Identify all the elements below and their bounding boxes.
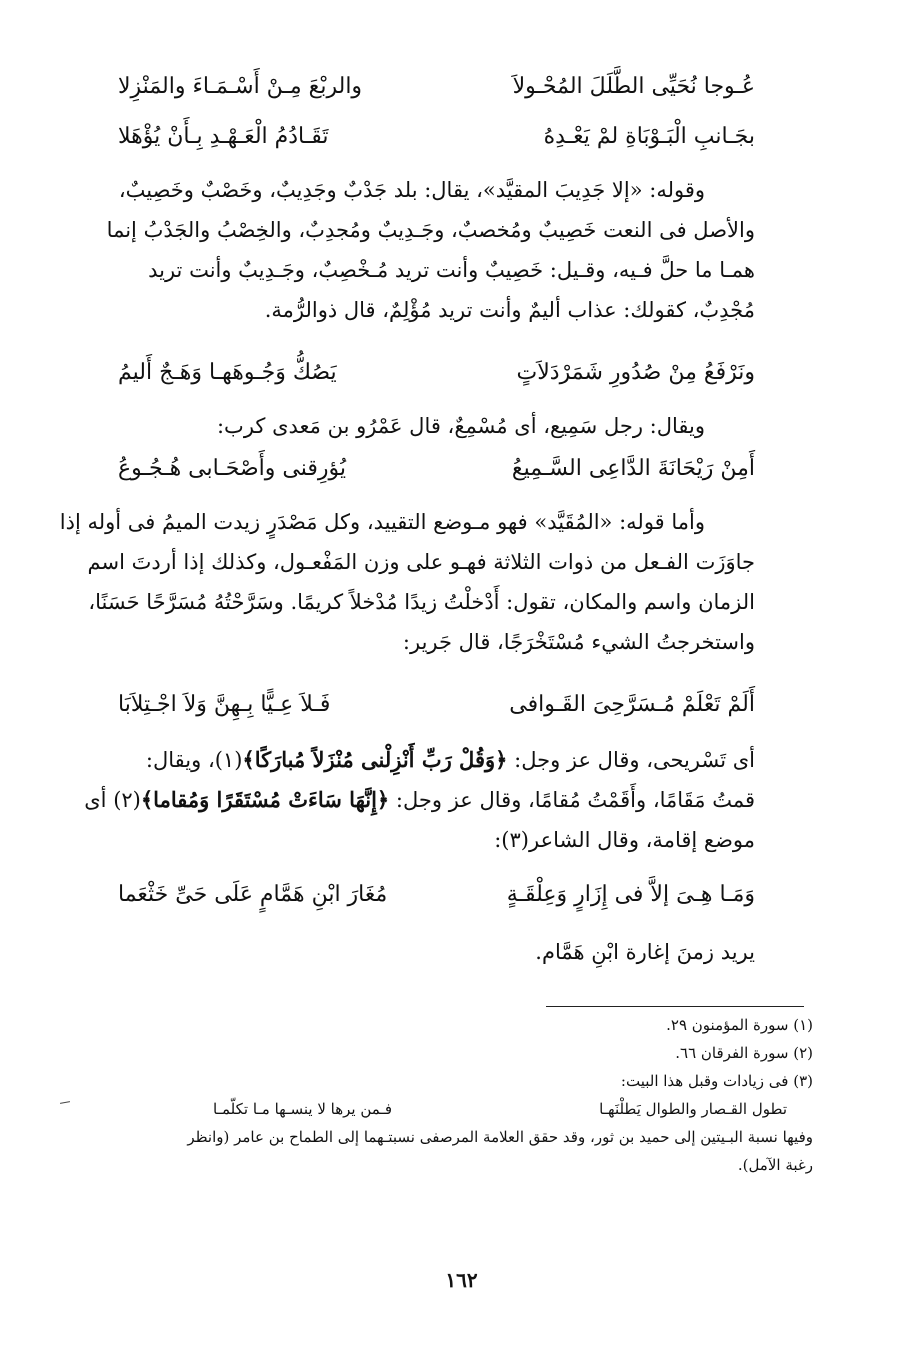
footnote-2: (٢) سورة الفرقان ٦٦. (675, 1044, 813, 1062)
quran-quote-2: ﴿إِنَّهَا سَاءَتْ مُسْتَقَرًا وَمُقاما﴾ (140, 787, 390, 812)
paragraph-4-line-2-before: قمتُ مَقَامًا، وأَقَمْتُ مُقامًا، وقال عز وجل: (389, 788, 755, 812)
paragraph-1 (106, 170, 755, 330)
verse-1-first-hemistich: عُـوجا نُحَيِّى الطَّلَلَ المُحْـولاَ (512, 74, 755, 99)
quran-quote-1: ﴿وَقُلْ رَبِّ أَنْزِلْنى مُنْزَلاً مُبارَكًا﴾ (242, 747, 508, 772)
paragraph-4 (84, 740, 755, 860)
paragraph-4-line-3 (115, 820, 755, 860)
footnote-3-note-line-1: وفيها نسبة البـيتين إلى حميد بن ثور، وقد حقق العلامة المرصفى نسبتـهما إلى الطماح بن عامر (وانظر (187, 1128, 813, 1146)
verse-2 (0, 124, 923, 164)
paragraph-4-line-1-after: (١)، ويقال: (145, 748, 243, 772)
verse-3-first-hemistich: ونَرْفَعُ مِنْ صُدُورِ شَمَرْدَلاَتٍ (516, 360, 755, 385)
paragraph-1-line-1: وقوله: «إلا جَدِيبَ المقيَّد»، يقال: بلد جَدْبٌ وجَدِيبٌ، وخَصْبٌ وخَصِيبٌ، (118, 178, 705, 202)
paragraph-3-line-3: الزمان واسم والمكان، تقول: أَدْخلْتُ زيدًا مُدْخلاً كريمًا. وسَرَّحْتُهُ مُسَرَّحًا حَسَنًا، (88, 590, 755, 614)
scan-mark (60, 1101, 70, 1104)
footnote-3: (٣) فى زيادات وقبل هذا البيت: (620, 1072, 813, 1090)
footnote-3-verse-second-hemistich: فـمن يرها لا ينسـها مـا تكلّمـا (213, 1100, 393, 1118)
verse-4-second-hemistich: يُؤرِقنى وأَصْحَـابى هُـجُـوعُ (118, 456, 347, 481)
verse-6 (0, 882, 923, 922)
footnote-separator (546, 1006, 804, 1007)
verse-2-second-hemistich: تَقَـادُمُ الْعَـهْـدِ بِـأَنْ يُؤْهَلا (118, 124, 329, 149)
verse-2-first-hemistich: بجَـانبِ الْبَـوْبَاةِ لمْ يَعْـدِهُ (543, 124, 755, 149)
paragraph-4-line-3-text: موضع إقامة، وقال الشاعر(٣): (494, 828, 755, 852)
paragraph-5-line-1: يريد زمنَ إغارة ابْنِ هَمَّام. (535, 940, 755, 964)
verse-1-second-hemistich: والربْعَ مِـنْ أَسْـمَـاءَ والمَنْزِلا (118, 74, 363, 99)
paragraph-3-line-1: وأما قوله: «المُقَيَّد» فهو مـوضع التقييد، وكل مَصْدَرٍ زيدت الميمُ فى أوله إذا (59, 510, 705, 534)
paragraph-2-line-1: ويقال: رجل سَمِيع، أى مُسْمِعٌ، قال عَمْرُو بن مَعدى كرب: (216, 414, 705, 438)
paragraph-2 (115, 406, 755, 446)
verse-5-second-hemistich: فَـلاَ عِـيًّا بِـهِنَّ وَلاَ اجْـتِلاَبَا (118, 692, 331, 717)
paragraph-3-line-4: واستخرجتُ الشيء مُسْتَخْرَجًا، قال جَرير: (402, 630, 755, 654)
verse-1 (0, 74, 923, 114)
paragraph-1-line-3: همـا ما حلَّ فـيه، وقـيل: خَصِيبٌ وأنت تريد مُـخْصِبٌ، وجَـدِيبٌ وأنت تريد (148, 258, 755, 282)
paragraph-1-line-2: والأصل فى النعت خَصِيبٌ ومُخصبٌ، وجَـدِيبٌ ومُجدِبٌ، والخِصْبُ والجَدْبُ إنما (106, 218, 755, 242)
paragraph-4-line-1 (115, 740, 755, 780)
paragraph-4-line-2 (84, 780, 755, 820)
page-number: ١٦٢ (445, 1268, 478, 1292)
paragraph-3-line-2: جاوَزَت الفـعل من ذوات الثلاثة فهـو على وزن المَفْعـول، وكذلك إذا أردتَ اسم (87, 550, 755, 574)
paragraph-1-line-4: مُجْدِبٌ، كقولك: عذاب أليمٌ وأنت تريد مُؤْلِمٌ، قال ذوالرُّمة. (264, 298, 755, 322)
verse-6-first-hemistich: وَمَـا هِـىَ إلاَّ فى إِزَارٍ وَعِلْقَـةٍ (506, 882, 755, 907)
verse-4 (0, 456, 923, 496)
verse-4-first-hemistich: أَمِنْ رَيْحَانَةَ الدَّاعِى السَّـمِيعُ (511, 456, 755, 481)
paragraph-3 (59, 502, 755, 662)
footnote-1: (١) سورة المؤمنون ٢٩. (666, 1016, 813, 1034)
footnote-3-note-line-2: رغبة الآمل). (737, 1156, 813, 1174)
verse-5 (0, 692, 923, 732)
verse-3-second-hemistich: يَصُكُّ وَجُـوهَهـا وَهَـجٌ أَليمُ (118, 360, 337, 385)
footnote-3-verse-first-hemistich: تطول القـصار والطوال يَطلْنَهـا (599, 1100, 787, 1118)
paragraph-4-line-1-before: أى تَسْريحى، وقال عز وجل: (507, 748, 755, 772)
verse-3 (0, 360, 923, 400)
paragraph-4-line-2-after: (٢) أى (84, 788, 141, 812)
verse-6-second-hemistich: مُغَارَ ابْنِ هَمَّامٍ عَلَى حَىِّ خَثْعَما (118, 882, 388, 907)
paragraph-5 (115, 932, 755, 972)
verse-5-first-hemistich: أَلَمْ تَعْلَمْ مُـسَرَّحِىَ القَـوافى (509, 692, 755, 717)
